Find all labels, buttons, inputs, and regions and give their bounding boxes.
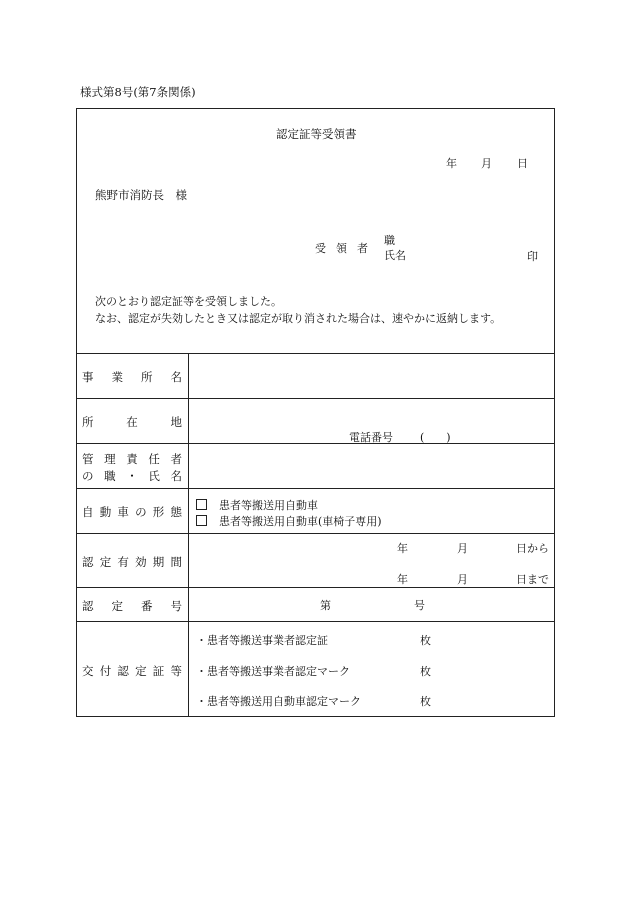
receiver-label: 受領者	[315, 242, 378, 255]
label-vehicle-type: 自 動 車 の 形 態	[82, 505, 182, 519]
issued-item-1-unit: 枚	[420, 634, 431, 647]
label-issued: 交 付 認 定 証 等	[82, 664, 182, 678]
form-number: 様式第8号(第7条関係)	[80, 85, 196, 99]
vehicle-option-2-label: 患者等搬送用自動車(車椅子専用)	[219, 515, 382, 528]
body-line-1: 次のとおり認定証等を受領しました。	[95, 295, 282, 308]
label-manager-line2: の 職 ・ 氏 名	[82, 469, 182, 483]
date-month: 月	[481, 157, 492, 170]
row-divider	[76, 533, 555, 534]
row-divider	[76, 587, 555, 588]
office-name-field[interactable]	[196, 367, 546, 385]
validity-from-year: 年	[397, 542, 408, 555]
issued-item-1-label: ・患者等搬送事業者認定証	[196, 634, 328, 647]
row-divider	[76, 443, 555, 444]
phone-label: 電話番号	[349, 431, 393, 444]
label-location: 所 在 地	[82, 415, 182, 429]
body-line-2: なお、認定が失効したとき又は認定が取り消された場合は、速やかに返納します。	[95, 312, 502, 325]
validity-from-suffix: 日から	[516, 542, 549, 555]
validity-to-year: 年	[397, 573, 408, 586]
validity-to-suffix: 日まで	[516, 573, 549, 586]
row-divider	[76, 621, 555, 622]
vehicle-option-1-label: 患者等搬送用自動車	[219, 499, 318, 512]
validity-to-month: 月	[457, 573, 468, 586]
row-divider	[76, 398, 555, 399]
validity-from-month: 月	[457, 542, 468, 555]
vehicle-option-1[interactable]	[196, 497, 318, 513]
addressee: 熊野市消防長 様	[95, 188, 187, 202]
column-divider	[188, 353, 189, 717]
issued-item-2-unit: 枚	[420, 665, 431, 678]
cert-go: 号	[414, 599, 425, 612]
issued-item-3-unit: 枚	[420, 695, 431, 708]
cert-dai: 第	[320, 599, 331, 612]
date-day: 日	[517, 157, 528, 170]
label-validity: 認 定 有 効 期 間	[82, 555, 182, 569]
issued-item-3-label: ・患者等搬送用自動車認定マーク	[196, 695, 361, 708]
info-table	[76, 353, 555, 717]
label-manager-line1: 管 理 責 任 者	[82, 452, 182, 466]
seal-label: 印	[527, 250, 538, 263]
row-divider	[76, 353, 555, 354]
label-office-name: 事 業 所 名	[82, 370, 182, 384]
position-label: 職	[384, 234, 395, 247]
name-label: 氏名	[384, 249, 406, 262]
phone-parentheses: ( )	[420, 431, 451, 444]
date-year: 年	[446, 157, 457, 170]
checkbox-icon[interactable]	[196, 515, 207, 526]
issued-item-2-label: ・患者等搬送事業者認定マーク	[196, 665, 350, 678]
document-title: 認定証等受領書	[276, 127, 357, 141]
vehicle-option-2[interactable]	[196, 513, 382, 529]
row-divider	[76, 488, 555, 489]
label-cert-number: 認 定 番 号	[82, 599, 182, 613]
checkbox-icon[interactable]	[196, 499, 207, 510]
